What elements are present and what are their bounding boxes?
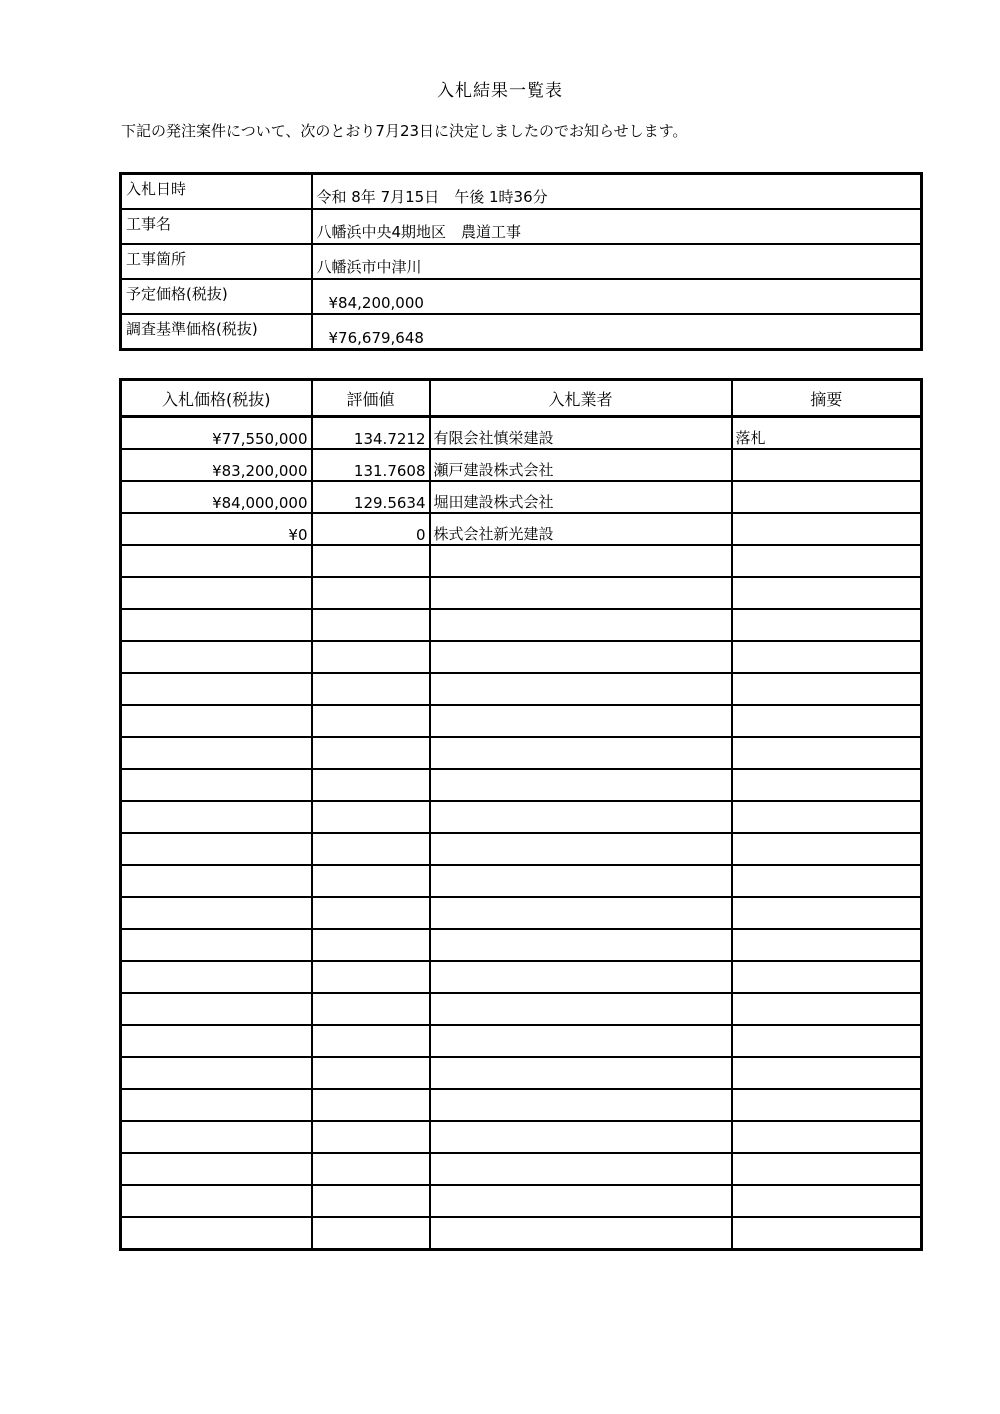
evaluation-value-cell [312,737,430,769]
table-row [121,961,922,993]
bid-price-cell [121,961,312,993]
evaluation-value-cell [312,1089,430,1121]
remarks-cell [732,1185,922,1217]
table-row [121,801,922,833]
evaluation-value-cell: 131.7608 [312,449,430,481]
evaluation-value-cell [312,993,430,1025]
bidder-cell [430,673,732,705]
table-row [121,641,922,673]
bid-price-cell [121,833,312,865]
remarks-cell [732,993,922,1025]
info-value: ¥76,679,648 [312,314,922,350]
remarks-cell: 落札 [732,417,922,450]
bidder-cell [430,1089,732,1121]
info-value: ¥84,200,000 [312,279,922,314]
bidder-cell: 有限会社慎栄建設 [430,417,732,450]
bid-results-table [119,378,923,1251]
evaluation-value-cell [312,1153,430,1185]
evaluation-value-cell [312,833,430,865]
info-value: 令和 8年 7月15日 午後 1時36分 [312,174,922,210]
bid-price-cell [121,801,312,833]
bid-price-cell [121,641,312,673]
info-row [121,244,922,279]
bidder-cell: 株式会社新光建設 [430,513,732,545]
info-label: 予定価格(税抜) [121,279,312,314]
evaluation-value-cell [312,929,430,961]
bidder-cell: 堀田建設株式会社 [430,481,732,513]
table-row [121,609,922,641]
bid-price-cell: ¥83,200,000 [121,449,312,481]
header-bidder: 入札業者 [430,380,732,417]
bidder-cell: 瀬戸建設株式会社 [430,449,732,481]
bidder-cell [430,737,732,769]
table-row [121,737,922,769]
evaluation-value-cell: 129.5634 [312,481,430,513]
bid-price-cell [121,1025,312,1057]
table-row [121,513,922,545]
table-row [121,673,922,705]
table-row [121,897,922,929]
table-row [121,1089,922,1121]
evaluation-value-cell [312,545,430,577]
evaluation-value-cell [312,1185,430,1217]
bidder-cell [430,769,732,801]
remarks-cell [732,673,922,705]
bid-price-cell [121,673,312,705]
remarks-cell [732,897,922,929]
evaluation-value-cell [312,705,430,737]
bidder-cell [430,865,732,897]
table-row [121,1057,922,1089]
evaluation-value-cell [312,1057,430,1089]
remarks-cell [732,961,922,993]
bid-price-cell [121,705,312,737]
remarks-cell [732,1121,922,1153]
remarks-cell [732,641,922,673]
evaluation-value-cell: 134.7212 [312,417,430,450]
header-bid-price: 入札価格(税抜) [121,380,312,417]
bid-price-cell [121,993,312,1025]
bid-price-cell [121,1185,312,1217]
bidder-cell [430,545,732,577]
evaluation-value-cell [312,1121,430,1153]
info-value: 八幡浜中央4期地区 農道工事 [312,209,922,244]
info-label: 調査基準価格(税抜) [121,314,312,350]
bid-price-cell [121,1089,312,1121]
table-row [121,993,922,1025]
remarks-cell [732,705,922,737]
bidder-cell [430,1121,732,1153]
evaluation-value-cell [312,801,430,833]
evaluation-value-cell [312,673,430,705]
bidder-cell [430,1057,732,1089]
bid-price-cell: ¥84,000,000 [121,481,312,513]
bid-price-cell: ¥77,550,000 [121,417,312,450]
bid-price-cell [121,1121,312,1153]
bid-price-cell [121,897,312,929]
bid-price-cell [121,1153,312,1185]
results-header-row [121,380,922,417]
evaluation-value-cell [312,577,430,609]
remarks-cell [732,481,922,513]
info-row [121,174,922,210]
bidder-cell [430,577,732,609]
table-row [121,577,922,609]
remarks-cell [732,1057,922,1089]
bid-price-cell [121,545,312,577]
evaluation-value-cell [312,609,430,641]
table-row [121,449,922,481]
remarks-cell [732,833,922,865]
evaluation-value-cell [312,769,430,801]
table-row [121,929,922,961]
info-row [121,209,922,244]
bid-price-cell [121,1057,312,1089]
bidder-cell [430,705,732,737]
table-row [121,545,922,577]
remarks-cell [732,865,922,897]
bidder-cell [430,833,732,865]
table-row [121,865,922,897]
document-title: 入札結果一覧表 [437,81,563,101]
remarks-cell [732,1089,922,1121]
bid-price-cell [121,1217,312,1250]
bidder-cell [430,929,732,961]
remarks-cell [732,545,922,577]
evaluation-value-cell [312,865,430,897]
remarks-cell [732,1025,922,1057]
bidder-cell [430,641,732,673]
table-row [121,1153,922,1185]
bidder-cell [430,801,732,833]
bid-price-cell [121,577,312,609]
bid-info-table [119,172,923,351]
evaluation-value-cell [312,641,430,673]
bidder-cell [430,961,732,993]
evaluation-value-cell [312,1025,430,1057]
info-row [121,279,922,314]
evaluation-value-cell [312,897,430,929]
header-evaluation-value: 評価値 [312,380,430,417]
bid-price-cell [121,737,312,769]
bid-price-cell [121,865,312,897]
remarks-cell [732,513,922,545]
remarks-cell [732,737,922,769]
bid-price-cell [121,609,312,641]
bid-price-cell [121,929,312,961]
table-row [121,1217,922,1250]
info-value: 八幡浜市中津川 [312,244,922,279]
bidder-cell [430,897,732,929]
table-row [121,833,922,865]
info-label: 工事名 [121,209,312,244]
table-row [121,1025,922,1057]
header-remarks: 摘要 [732,380,922,417]
remarks-cell [732,449,922,481]
remarks-cell [732,1217,922,1250]
bidder-cell [430,609,732,641]
bid-price-cell: ¥0 [121,513,312,545]
remarks-cell [732,801,922,833]
remarks-cell [732,769,922,801]
info-label: 入札日時 [121,174,312,210]
remarks-cell [732,609,922,641]
bidder-cell [430,1217,732,1250]
bid-price-cell [121,769,312,801]
info-label: 工事箇所 [121,244,312,279]
bidder-cell [430,1153,732,1185]
table-row [121,481,922,513]
table-row [121,417,922,450]
bidder-cell [430,1025,732,1057]
remarks-cell [732,1153,922,1185]
bidder-cell [430,993,732,1025]
table-row [121,769,922,801]
evaluation-value-cell: 0 [312,513,430,545]
table-row [121,705,922,737]
evaluation-value-cell [312,961,430,993]
remarks-cell [732,577,922,609]
table-row [121,1121,922,1153]
intro-text: 下記の発注案件について、次のとおり7月23日に決定しましたのでお知らせします。 [121,122,688,140]
info-row [121,314,922,350]
bidder-cell [430,1185,732,1217]
evaluation-value-cell [312,1217,430,1250]
table-row [121,1185,922,1217]
remarks-cell [732,929,922,961]
